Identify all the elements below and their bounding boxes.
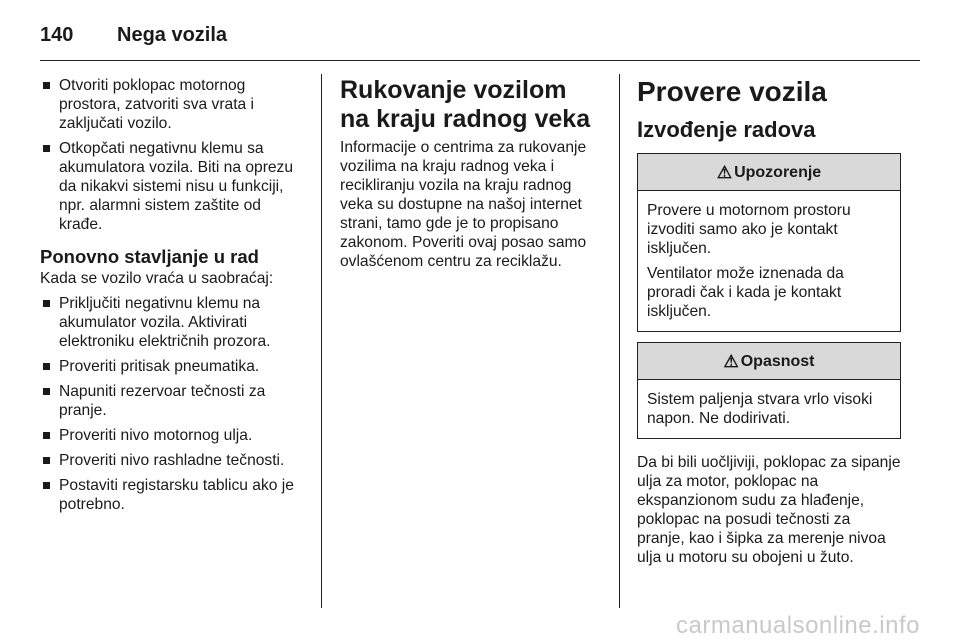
warning-triangle-icon: ⚠ — [723, 351, 739, 371]
list-item: Otkopčati negativnu klemu sa akumulatora vozila. Biti na oprezu da nikakvi sistemi nisu u funkciji, npr. alarmni sistem zaštite od krađe. — [40, 139, 302, 234]
warning-paragraph: Provere u motornom prostoru izvoditi samo ako je kontakt isključen. — [647, 202, 851, 257]
list-item: Proveriti pritisak pneumatika. — [40, 357, 302, 376]
danger-paragraph: Sistem paljenja stvara vrlo visoki napon. Ne dodirivati. — [647, 391, 873, 427]
column-1 — [40, 76, 302, 520]
header-rule — [40, 60, 920, 61]
danger-box-title: Opasnost — [740, 352, 815, 370]
section-heading-end-of-life: Rukovanje vozilom na kraju radnog veka — [340, 76, 591, 133]
warning-box-body — [638, 191, 900, 331]
warning-box — [637, 153, 901, 332]
section-subheading-performing-work: Izvođenje radova — [637, 117, 816, 142]
page-title: Nega vozila — [117, 23, 228, 46]
column-3 — [637, 76, 901, 567]
list-item: Postaviti registarsku tablicu ako je potrebno. — [40, 476, 302, 514]
page-header — [40, 20, 227, 50]
intro-text: Kada se vozilo vraća u saobraćaj: — [40, 270, 274, 287]
bullet-list-bottom — [40, 294, 302, 514]
danger-box-body — [638, 380, 900, 438]
list-item: Proveriti nivo rashladne tečnosti. — [40, 451, 302, 470]
bullet-list-top — [40, 76, 302, 234]
list-item: Proveriti nivo motornog ulja. — [40, 426, 302, 445]
list-item: Otvoriti poklopac motornog prostora, zatvoriti sva vrata i zaključati vozilo. — [40, 76, 302, 133]
section-heading-vehicle-checks: Provere vozila — [637, 76, 827, 107]
column-divider-1 — [321, 74, 322, 608]
section-subheading-restart: Ponovno stavljanje u rad — [40, 246, 259, 267]
danger-box-header — [638, 343, 900, 380]
list-item: Napuniti rezervoar tečnosti za pranje. — [40, 382, 302, 420]
column-divider-2 — [619, 74, 620, 608]
body-paragraph: Informacije o centrima za rukovanje vozilima na kraju radnog veka i recikliranju vozila na kraju radnog veka su dostupne na našoj internet strani, tamo gde je to propisano zakonom. Poveriti ovaj posao samo ovlašćenom centru za reciklažu. — [340, 139, 587, 270]
warning-box-header — [638, 154, 900, 191]
warning-box-title: Upozorenje — [734, 163, 822, 181]
body-paragraph: Da bi bili uočljiviji, poklopac za sipanje ulja za motor, poklopac na ekspanzionom sudu za hlađenje, poklopac na posudi tečnosti za pranje, kao i šipka za merenje nivoa ulja u motoru su obojeni u žuto. — [637, 454, 901, 566]
warning-triangle-icon: ⚠ — [716, 162, 733, 182]
watermark: carmanualsonline.info — [676, 612, 920, 639]
danger-box — [637, 342, 901, 439]
list-item: Priključiti negativnu klemu na akumulator vozila. Aktivirati elektroniku električnih prozora. — [40, 294, 302, 351]
warning-paragraph: Ventilator može iznenada da proradi čak i kada je kontakt isključen. — [647, 265, 844, 320]
column-2 — [340, 76, 602, 271]
page-number: 140 — [40, 23, 74, 46]
